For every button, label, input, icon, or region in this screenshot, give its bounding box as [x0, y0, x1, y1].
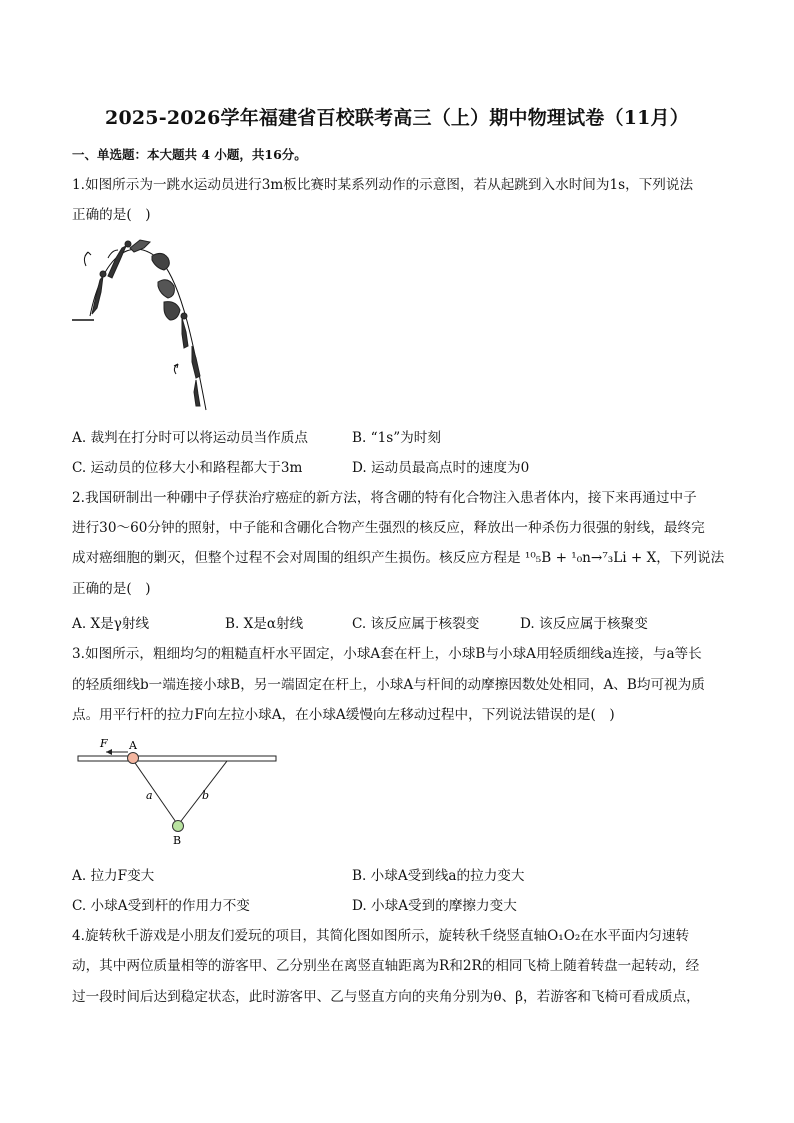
q3-option-a: A. 拉力F变大 — [72, 868, 155, 884]
q3-option-d: D. 小球A受到的摩擦力变大 — [352, 898, 517, 914]
q2-text-line3: 成对癌细胞的剿灭，但整个过程不会对周围的组织产生损伤。核反应方程是 ¹⁰₅B + ¹₀n→⁷₃Li + X，下列说法 — [72, 550, 725, 566]
q2-option-b: B. X是α射线 — [225, 616, 304, 632]
q1-option-c: C. 运动员的位移大小和路程都大于3m — [72, 460, 303, 476]
q1-option-a: A. 裁判在打分时可以将运动员当作质点 — [72, 430, 308, 446]
diver-figure — [72, 236, 212, 414]
section-heading: 一、单选题：本大题共 4 小题，共16分。 — [72, 147, 307, 162]
q3-text-line2: 的轻质细线b一端连接小球B，另一端固定在杆上，小球A与杆间的动摩擦因数处处相同，A、B均可视为质 — [72, 677, 705, 693]
q4-text-line2: 动，其中两位质量相等的游客甲、乙分别坐在离竖直轴距离为R和2R的相同飞椅上随着转盘一起转动，经 — [72, 958, 700, 974]
q1-text-line2: 正确的是( ) — [72, 207, 151, 223]
q3-text-line1: 3.如图所示，粗细均匀的粗糙直杆水平固定，小球A套在杆上，小球B与小球A用轻质细线a连接，与a等长 — [72, 646, 702, 662]
force-label: F — [100, 737, 108, 750]
q4-text-line3: 过一段时间后达到稳定状态，此时游客甲、乙与竖直方向的夹角分别为θ、β，若游客和飞椅可看成质点， — [72, 989, 700, 1005]
q2-text-line2: 进行30～60分钟的照射，中子能和含硼化合物产生强烈的核反应，释放出一种杀伤力很强的射线，最终完 — [72, 520, 705, 536]
q1-option-b: B. “1s”为时刻 — [352, 430, 441, 446]
q2-option-a: A. X是γ射线 — [72, 616, 150, 632]
rod-balls-figure — [72, 736, 282, 848]
q3-option-b: B. 小球A受到线a的拉力变大 — [352, 868, 525, 884]
string-b-label: b — [202, 789, 210, 802]
q3-option-c: C. 小球A受到杆的作用力不变 — [72, 898, 250, 914]
q1-text-line1: 1.如图所示为一跳水运动员进行3m板比赛时某系列动作的示意图，若从起跳到入水时间为1s，下列说法 — [72, 177, 694, 193]
ball-b-label: B — [173, 834, 182, 847]
q1-option-d: D. 运动员最高点时的速度为0 — [352, 460, 530, 476]
q2-option-c: C. 该反应属于核裂变 — [352, 616, 480, 632]
exam-title: 2025-2026学年福建省百校联考高三（上）期中物理试卷（11月） — [105, 107, 689, 129]
q3-text-line3: 点。用平行杆的拉力F向左拉小球A，在小球A缓慢向左移动过程中，下列说法错误的是( ) — [72, 707, 615, 723]
string-a-label: a — [146, 789, 153, 802]
q4-text-line1: 4.旋转秋千游戏是小朋友们爱玩的项目，其简化图如图所示，旋转秋千绕竖直轴O₁O₂在水平面内匀速转 — [72, 928, 690, 944]
q2-text-line1: 2.我国研制出一种硼中子俘获治疗癌症的新方法，将含硼的特有化合物注入患者体内，接下来再通过中子 — [72, 490, 697, 506]
q2-text-line4: 正确的是( ) — [72, 581, 151, 597]
ball-a-label: A — [129, 739, 137, 752]
q2-option-d: D. 该反应属于核聚变 — [520, 616, 648, 632]
